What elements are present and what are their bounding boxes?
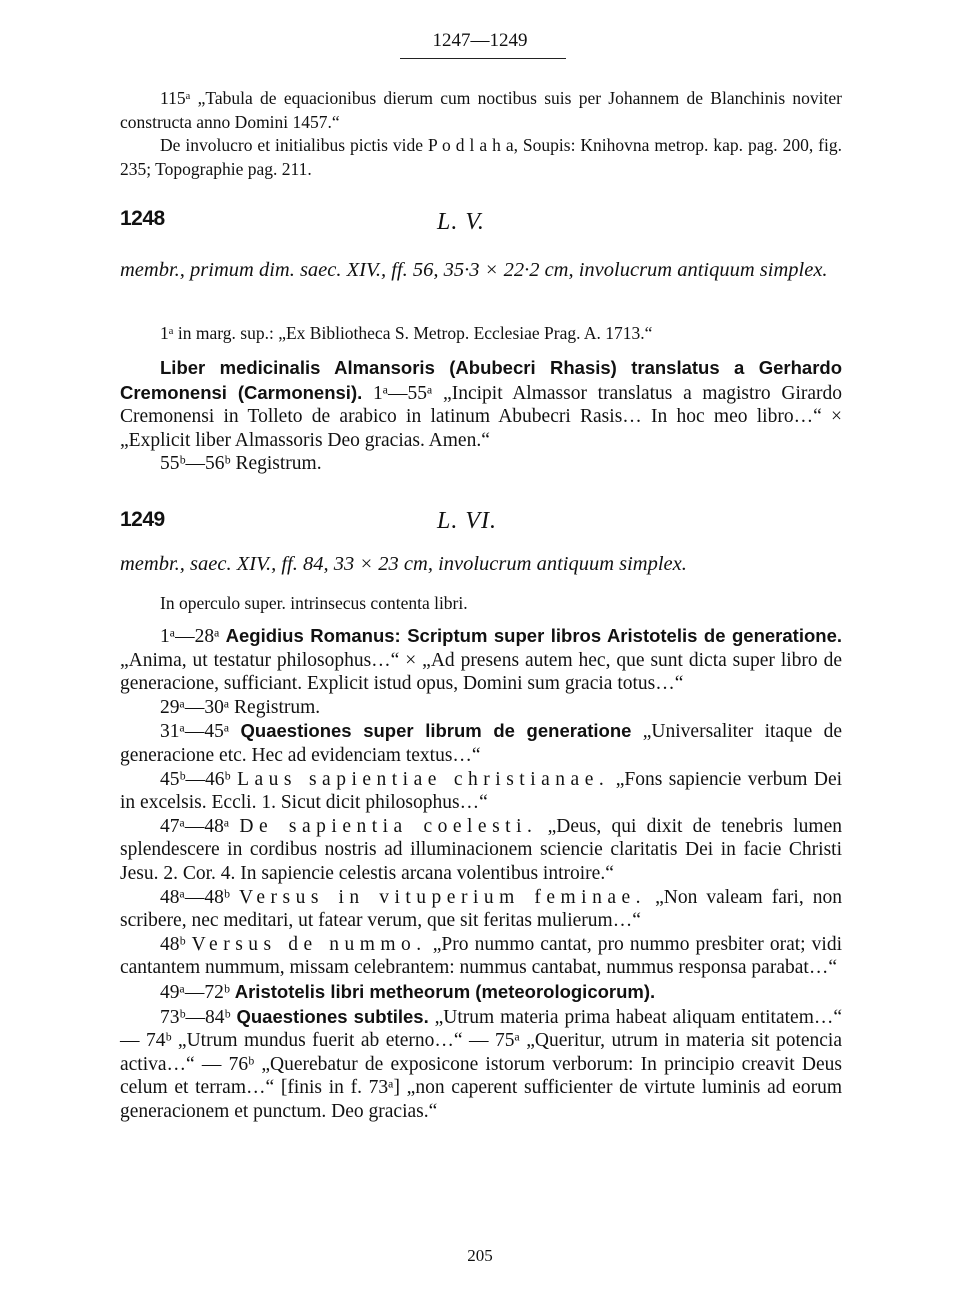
entry-1247-continuation bbox=[120, 87, 842, 181]
shelfmark-1249: L. VI. bbox=[437, 508, 497, 534]
title-1248: Liber medicinalis Almansoris (Abubecri Rhasis) translatus a Gerhardo Cremonensi (Carmonensi). bbox=[120, 357, 842, 403]
list-item: 48ᵃ—48ᵇ Versus in vituperium feminae. „Non valeam fari, non scribere, nec meditari, ut fatear verum, que sit feritas mulierum…“ bbox=[120, 886, 842, 932]
entry-1248-body bbox=[120, 322, 842, 346]
running-title: 1247—1249 bbox=[432, 30, 528, 51]
note-1249: In operculo super. intrinsecus contenta libri. bbox=[160, 593, 468, 613]
list-item: 31ᵃ—45ᵃ Quaestiones super librum de generatione „Universaliter itaque de generacione etc. Hec ad evidenciam textus…“ bbox=[120, 720, 842, 766]
text-1248: 1ᵃ—55ᵃ „Incipit Almassor translatus a magistro Girardo Cremonensi in Tolleto de arabico in latinum Abubecri Rasis… In hoc meo libro…“ × „Explicit liber Almassoris Deo gracias. Amen.“ bbox=[120, 382, 843, 451]
entry-1249-items bbox=[120, 624, 842, 1123]
list-item: 48ᵇ Versus de nummo. „Pro nummo cantat, pro nummo presbiter orat; vidi cantantem nummum, missam celebrantem: nummus cantabat, nummus responsa parabat…“ bbox=[120, 933, 843, 979]
entry-1248-content bbox=[120, 356, 842, 476]
list-item: 45ᵇ—46ᵇ Laus sapientiae christianae. „Fons sapiencie verbum Dei in excelsis. Eccli. 1. Sicut dicit philosophus…“ bbox=[120, 768, 843, 814]
list-item: 47ᵃ—48ᵃ De sapientia coelesti. „Deus, qui dixit de tenebris lumen splendescere in cordibus nostris ad illuminacionem sciencie claritatis Dei in facie Christi Jesu. 2. Cor. 4. In sapiencie celestis arcana volentibus introire.“ bbox=[120, 815, 843, 884]
list-item: 73ᵇ—84ᵇ Quaestiones subtiles. „Utrum materia prima habeat aliquam entitatem…“ — 74ᵇ „Utrum mundus fuerit ab eterno…“ — 75ᵃ „Queritur, utrum in materia sit potencia activa…“ — 76ᵇ „Querebatur de exposicone istorum verborum: In principio creavit Deus celum et terram…“ [finis in f. 73ᵃ] „non caperent sufficienter de virtute luminis ad eorum generacionem et punctum. Deo gracias.“ bbox=[120, 1005, 843, 1122]
entry-number-1248: 1248 bbox=[120, 207, 165, 230]
note-1248: 1ᵃ in marg. sup.: „Ex Bibliotheca S. Metrop. Ecclesiae Prag. A. 1713.“ bbox=[160, 323, 653, 343]
entry-1249-note bbox=[120, 592, 842, 616]
registrum-1248: 55ᵇ—56ᵇ Registrum. bbox=[160, 453, 322, 475]
entry-1247-item: 115ᵃ „Tabula de equacionibus dierum cum noctibus suis per Johannem de Blanchinis noviter constructa anno Domini 1457.“ bbox=[120, 88, 842, 132]
entry-number-1249: 1249 bbox=[120, 508, 165, 531]
shelfmark-1248: L. V. bbox=[437, 209, 485, 235]
list-item: 1ᵃ—28ᵃ Aegidius Romanus: Scriptum super libros Aristotelis de generatione. „Anima, ut testatur philosophus…“ × „Ad presens autem hec, que sunt dicta super libro de generacione, sufficiant. Explicit istud opus, Domini sum gracia totus…“ bbox=[120, 625, 842, 695]
description-1248: membr., primum dim. saec. XIV., ff. 56, 35·3 × 22·2 cm, involucrum antiquum simplex. bbox=[120, 259, 828, 281]
header-rule bbox=[400, 58, 566, 59]
list-item: 29ᵃ—30ᵃ Registrum. bbox=[160, 696, 321, 718]
page-number: 205 bbox=[467, 1246, 493, 1265]
entry-1247-binding-note: De involucro et initialibus pictis vide P o d l a h a, Soupis: Knihovna metrop. kap. pag. 200, fig. 235; Topographie pag. 211. bbox=[120, 135, 842, 179]
description-1249: membr., saec. XIV., ff. 84, 33 × 23 cm, involucrum antiquum simplex. bbox=[120, 553, 687, 575]
list-item: 49ᵃ—72ᵇ Aristotelis libri metheorum (meteorologicorum). bbox=[160, 980, 656, 1003]
